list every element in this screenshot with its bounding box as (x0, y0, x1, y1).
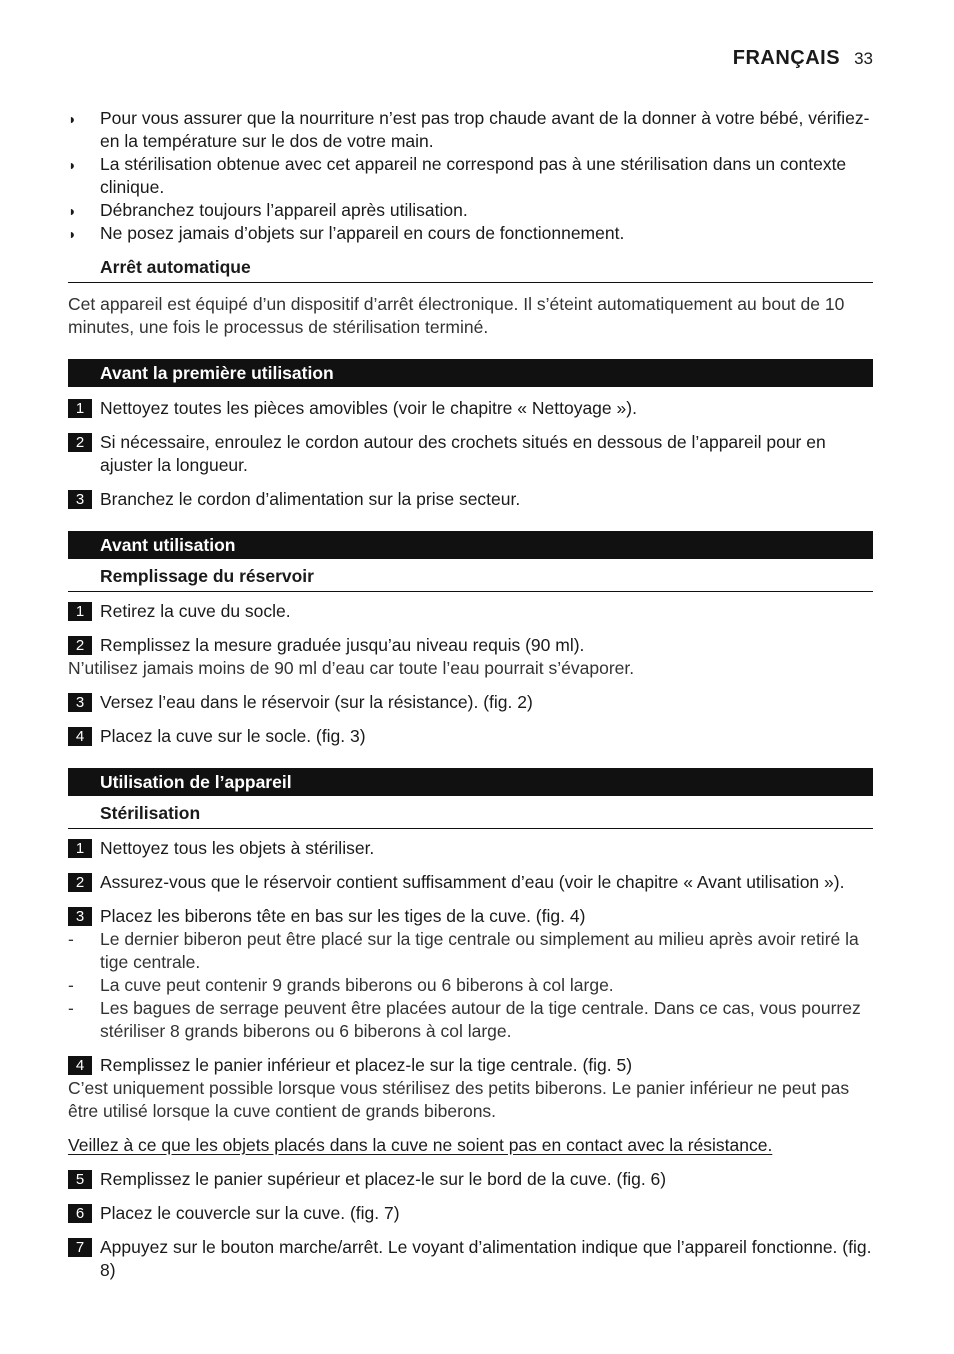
step-item: 7 Appuyez sur le bouton marche/arrêt. Le voyant d’alimentation indique que l’appareil fonctionne. (fig. 8) (68, 1236, 873, 1282)
step-number: 3 (68, 490, 92, 509)
bullet-icon: ◗ (68, 203, 77, 219)
step-item: 4 Remplissez le panier inférieur et placez-le sur la tige centrale. (fig. 5) (68, 1054, 873, 1077)
bullet-item: ◗ La stérilisation obtenue avec cet appareil ne correspond pas à une stérilisation dans un contexte clinique. (68, 154, 847, 197)
dash-item: - Les bagues de serrage peuvent être placées autour de la tige centrale. Dans ce cas, vous pourrez stériliser 8 grands biberons ou 6 biberons à col large. (68, 998, 861, 1041)
step-number: 7 (68, 1238, 92, 1257)
step-item: 5 Remplissez le panier supérieur et placez-le sur le bord de la cuve. (fig. 6) (68, 1168, 873, 1191)
step-item: 3 Placez les biberons tête en bas sur les tiges de la cuve. (fig. 4) (68, 905, 873, 928)
step-number: 6 (68, 1204, 92, 1223)
bullet-icon: ◗ (68, 111, 77, 127)
step-number: 5 (68, 1170, 92, 1189)
page-header (733, 47, 873, 70)
step-item: 1 Nettoyez tous les objets à stériliser. (68, 837, 873, 860)
dash-icon: - (68, 975, 74, 995)
dash-icon: - (68, 998, 74, 1018)
step-item: 2 Assurez-vous que le réservoir contient suffisamment d’eau (voir le chapitre « Avant utilisation »). (68, 871, 873, 894)
step-item: 2 Remplissez la mesure graduée jusqu’au niveau requis (90 ml). (68, 634, 873, 657)
step-number: 1 (68, 602, 92, 621)
step-number: 1 (68, 839, 92, 858)
bullet-item: ◗ Pour vous assurer que la nourriture n’est pas trop chaude avant de la donner à votre bébé, vérifiez-en la température sur le dos de votre main. (68, 108, 870, 151)
note-text: C’est uniquement possible lorsque vous stérilisez des petits biberons. Le panier inférieur ne peut pas être utilisé lorsque la cuve contient de grands biberons. (68, 1078, 850, 1121)
step-number: 1 (68, 399, 92, 418)
step-number: 2 (68, 873, 92, 892)
section-using: Utilisation de l’appareil (68, 768, 873, 796)
note-text: N’utilisez jamais moins de 90 ml d’eau car toute l’eau pourrait s’évaporer. (68, 658, 635, 678)
step-number: 4 (68, 727, 92, 746)
warning-text: Veillez à ce que les objets placés dans la cuve ne soient pas en contact avec la résistance. (68, 1135, 773, 1155)
section-before-use: Avant utilisation (68, 531, 873, 559)
step-item: 1 Retirez la cuve du socle. (68, 600, 873, 623)
language-label: FRANÇAIS (732, 47, 841, 69)
bullet-icon: ◗ (68, 226, 77, 242)
page-number: 33 (854, 49, 873, 68)
step-number: 3 (68, 907, 92, 926)
step-item: 1 Nettoyez toutes les pièces amovibles (voir le chapitre « Nettoyage »). (68, 397, 873, 420)
dash-item: - Le dernier biberon peut être placé sur la tige centrale ou simplement au milieu après avoir retiré la tige centrale. (68, 929, 859, 972)
step-item: 3 Branchez le cordon d’alimentation sur la prise secteur. (68, 488, 873, 511)
bullet-item: ◗ Débranchez toujours l’appareil après utilisation. (68, 199, 873, 222)
section-first-use: Avant la première utilisation (68, 359, 873, 387)
step-item: 6 Placez le couvercle sur la cuve. (fig. 7) (68, 1202, 873, 1225)
step-number: 2 (68, 636, 92, 655)
step-number: 4 (68, 1056, 92, 1075)
step-item: 4 Placez la cuve sur le socle. (fig. 3) (68, 725, 873, 748)
subheading-sterilisation: Stérilisation (100, 803, 201, 823)
step-item: 3 Versez l’eau dans le réservoir (sur la résistance). (fig. 2) (68, 691, 873, 714)
bullet-item: ◗ Ne posez jamais d’objets sur l’appareil en cours de fonctionnement. (68, 222, 873, 245)
step-number: 3 (68, 693, 92, 712)
subheading-auto-off: Arrêt automatique (100, 257, 251, 277)
dash-icon: - (68, 929, 74, 949)
auto-off-text: Cet appareil est équipé d’un dispositif d’arrêt électronique. Il s’éteint automatiquement au bout de 10 minutes, une fois le processus de stérilisation terminé. (68, 294, 845, 337)
step-number: 2 (68, 433, 92, 452)
subheading-reservoir: Remplissage du réservoir (100, 566, 314, 586)
page-content (68, 107, 873, 1282)
step-item: 2 Si nécessaire, enroulez le cordon autour des crochets situés en dessous de l’appareil pour en ajuster la longueur. (68, 431, 873, 477)
dash-item: - La cuve peut contenir 9 grands biberons ou 6 biberons à col large. (68, 975, 614, 995)
bullet-icon: ◗ (68, 157, 77, 173)
